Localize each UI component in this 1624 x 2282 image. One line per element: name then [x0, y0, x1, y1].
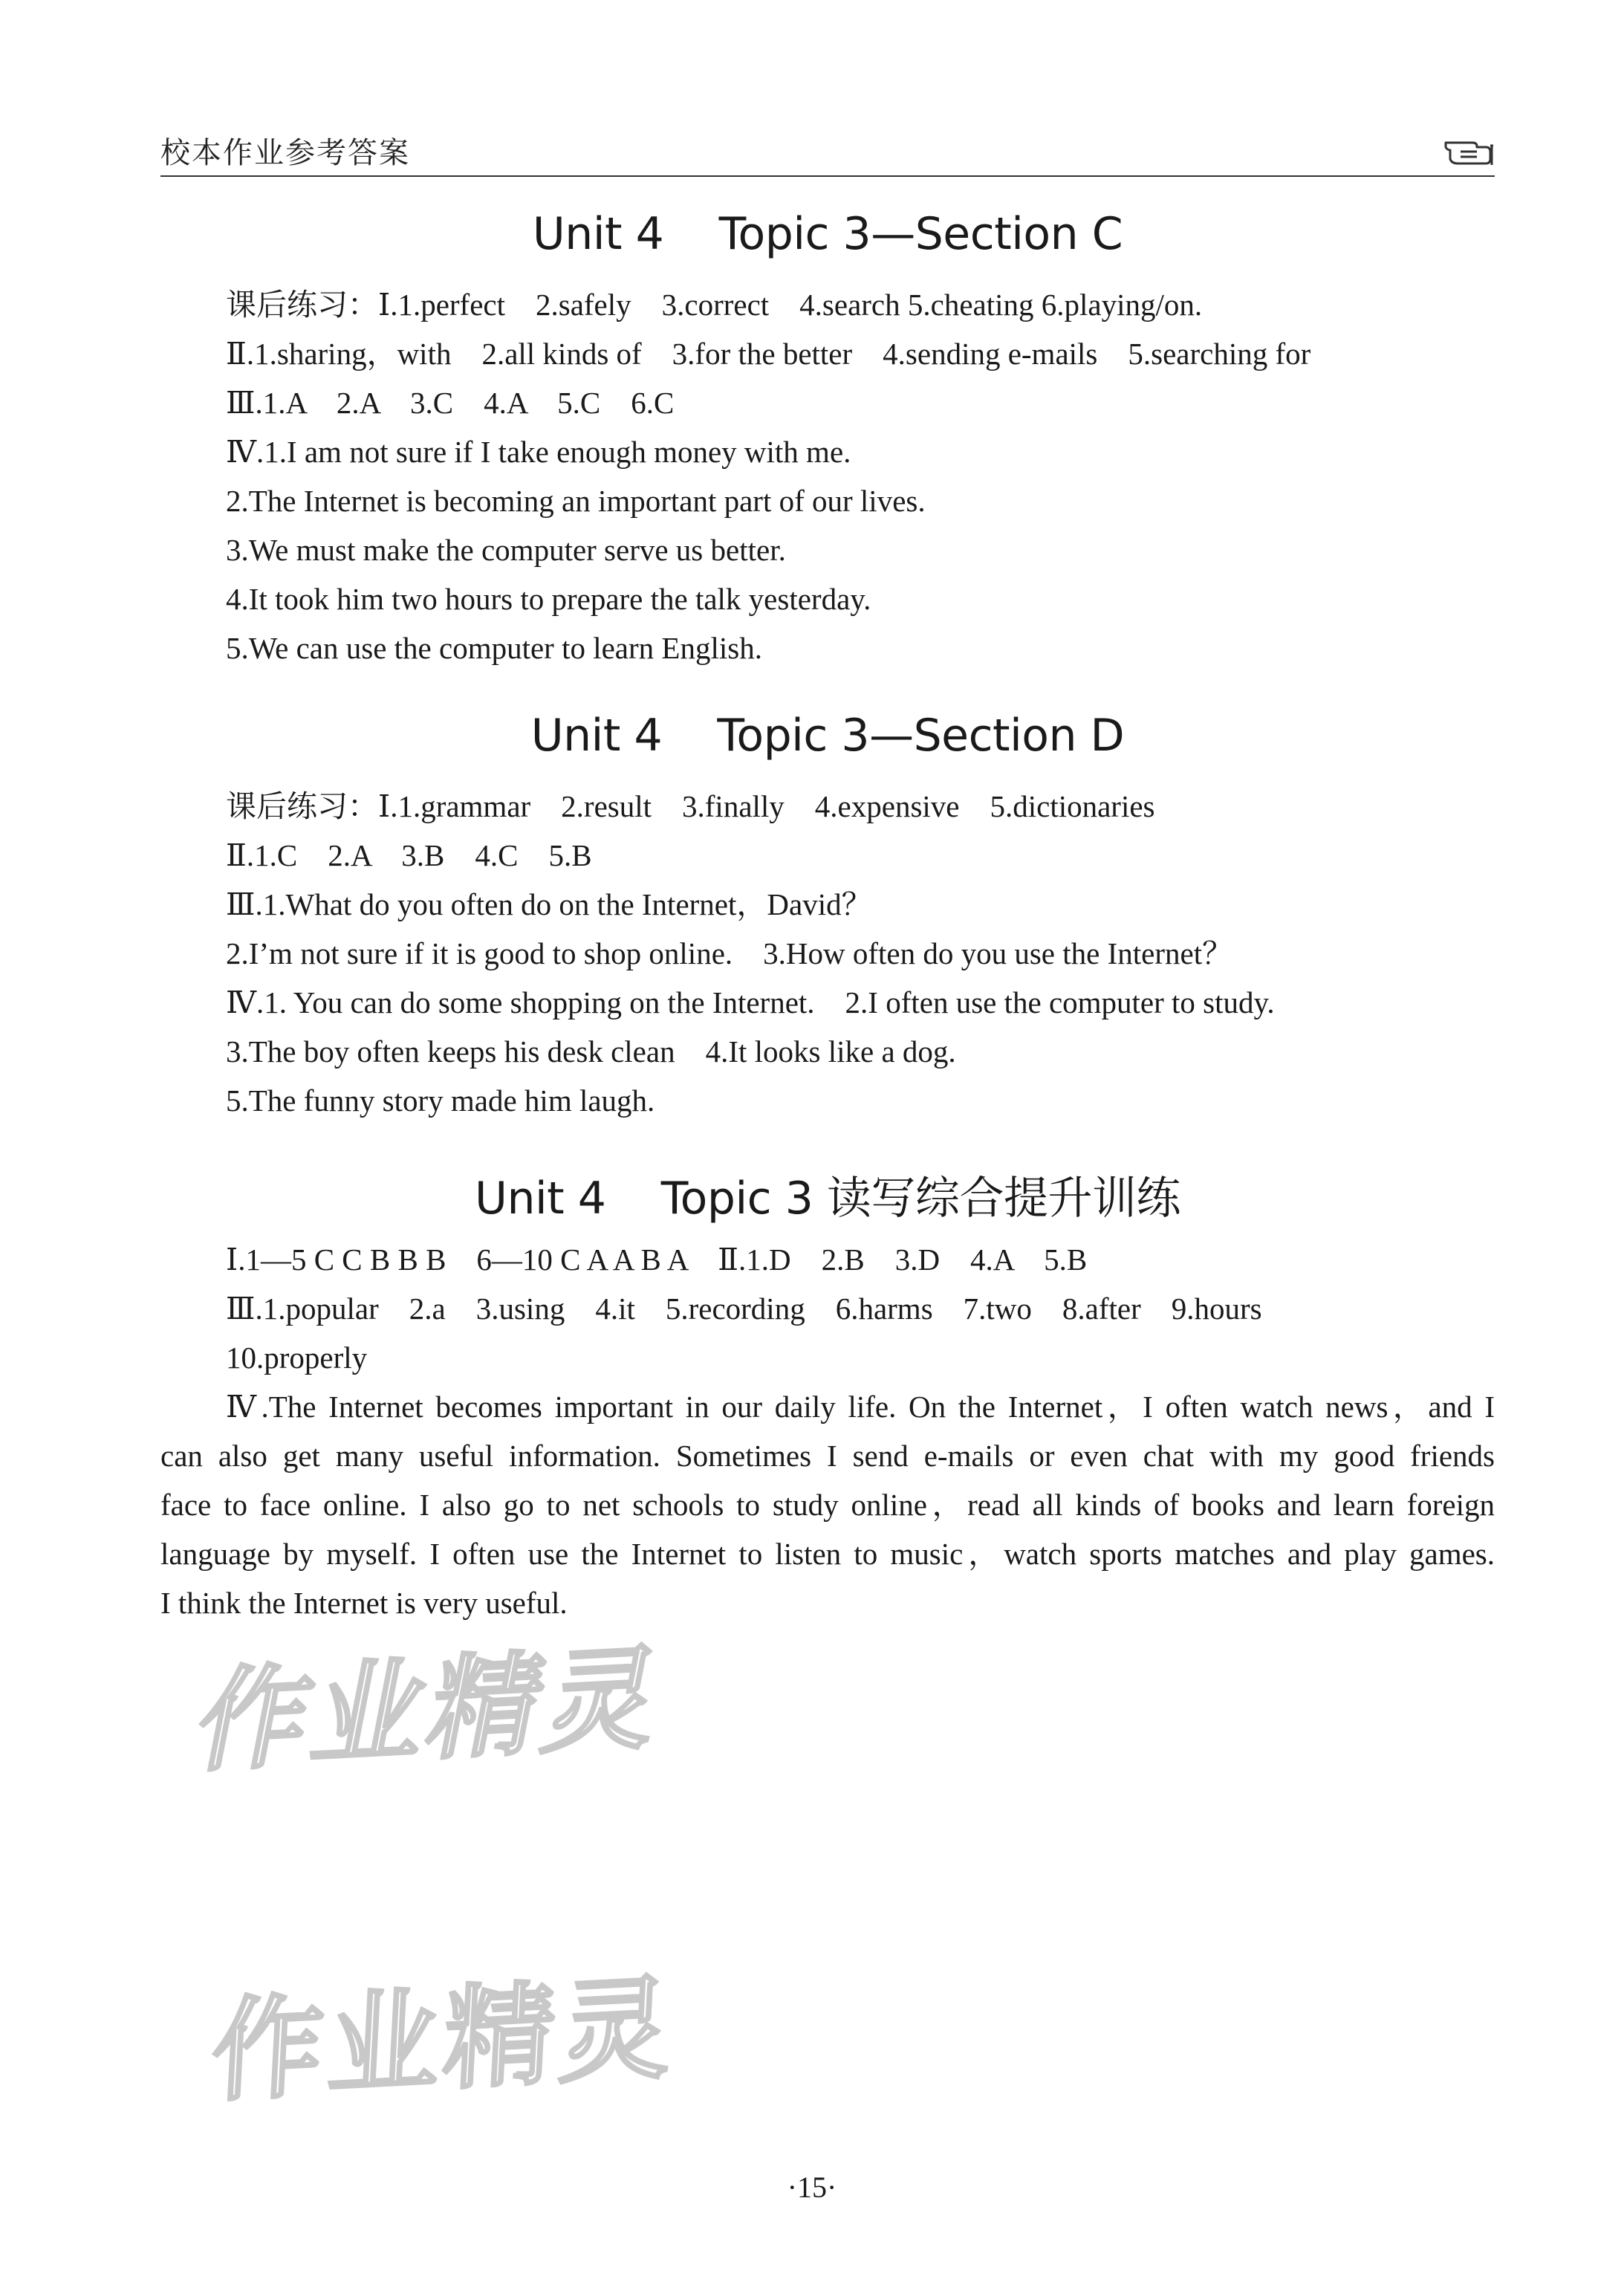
header-title: 校本作业参考答案 — [160, 136, 410, 170]
section-rw-line: 10.properly — [226, 1341, 368, 1375]
watermark: 作业精灵 — [186, 1633, 675, 1789]
section-c-line: 3.We must make the computer serve us better. — [226, 533, 786, 567]
section-rw-heading: Unit 4 Topic 3 读写综合提升训练 — [475, 1173, 1180, 1225]
section-c-heading: Unit 4 Topic 3—Section C — [532, 208, 1123, 260]
essay-line: can also get many useful information. Sometimes I send e-mails or even chat with my good friends — [160, 1439, 1495, 1473]
essay-line: language by myself. I often use the Internet to listen to music，watch sports matches and play games. — [160, 1537, 1495, 1571]
section-d-line: 5.The funny story made him laugh. — [226, 1083, 655, 1118]
section-d-line: 3.The boy often keeps his desk clean 4.It looks like a dog. — [226, 1034, 956, 1069]
essay-line: Ⅳ.The Internet becomes important in our daily life. On the Internet，I often watch news，and I — [226, 1390, 1495, 1424]
section-d-line: Ⅳ.1. You can do some shopping on the Internet. 2.I often use the computer to study. — [226, 985, 1275, 1020]
section-c-line: 课后练习：Ⅰ.1.perfect 2.safely 3.correct 4.search 5.cheating 6.playing/on. — [226, 288, 1203, 322]
pointing-hand-icon — [1443, 132, 1495, 166]
page-number: ·15· — [787, 2171, 837, 2204]
section-c-line: Ⅱ.1.sharing，with 2.all kinds of 3.for the better 4.sending e-mails 5.searching for — [226, 337, 1311, 371]
section-d-line: Ⅱ.1.C 2.A 3.B 4.C 5.B — [226, 838, 592, 872]
section-d-heading: Unit 4 Topic 3—Section D — [530, 710, 1125, 762]
page-header — [160, 126, 1495, 177]
section-c-line: 2.The Internet is becoming an important part of our lives. — [226, 484, 926, 518]
section-c-line: Ⅲ.1.A 2.A 3.C 4.A 5.C 6.C — [226, 386, 675, 420]
section-rw-line: Ⅲ.1.popular 2.a 3.using 4.it 5.recording 6.harms 7.two 8.after 9.hours — [226, 1291, 1262, 1326]
essay-line: face to face online. I also go to net schools to study online，read all kinds of books and learn foreign — [160, 1488, 1495, 1522]
section-d-line: 课后练习：Ⅰ.1.grammar 2.result 3.finally 4.expensive 5.dictionaries — [226, 789, 1155, 823]
section-c-line: 5.We can use the computer to learn English. — [226, 631, 762, 665]
section-d-line: Ⅲ.1.What do you often do on the Internet，David？ — [226, 887, 872, 921]
section-c-line: 4.It took him two hours to prepare the talk yesterday. — [226, 582, 871, 616]
section-c-line: Ⅳ.1.I am not sure if I take enough money with me. — [226, 435, 851, 469]
section-d-line: 2.I’m not sure if it is good to shop online. 3.How often do you use the Internet？ — [226, 936, 1233, 970]
watermark: 作业精灵 — [209, 1963, 679, 2118]
section-rw-line: Ⅰ.1—5 C C B B B 6—10 C A A B A Ⅱ.1.D 2.B 3.D 4.A 5.B — [226, 1242, 1088, 1277]
essay-line: I think the Internet is very useful. — [160, 1586, 568, 1620]
